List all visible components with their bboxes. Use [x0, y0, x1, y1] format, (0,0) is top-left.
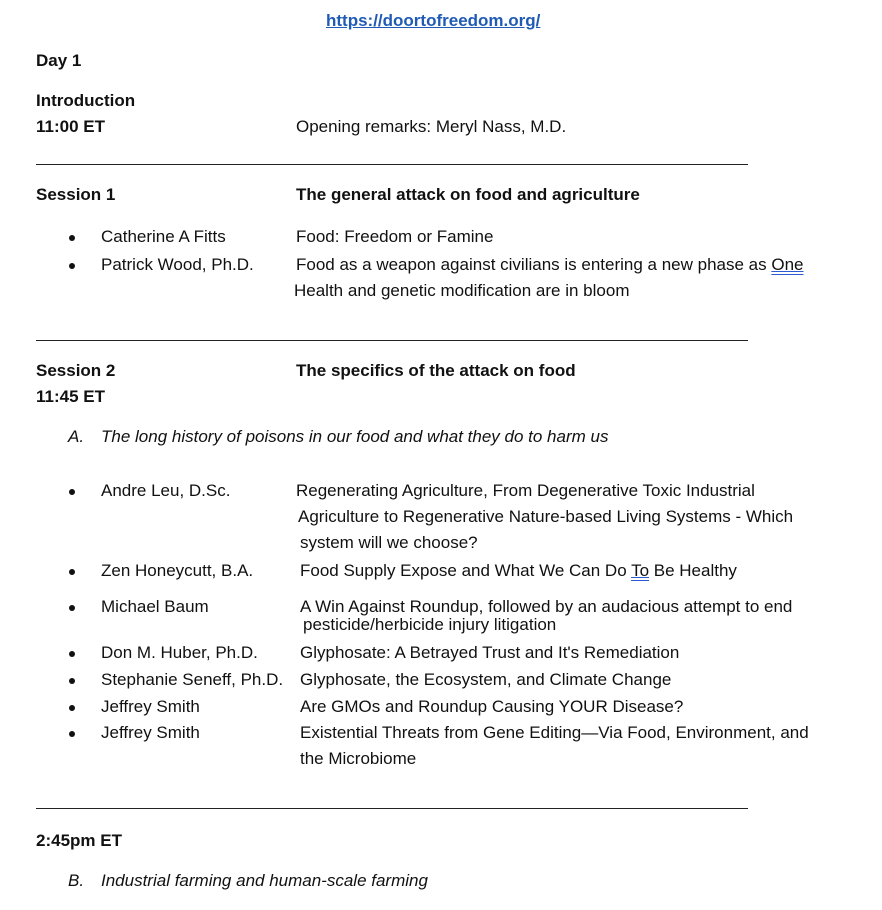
talk-title: Existential Threats from Gene Editing—Via Food, Environment, and — [300, 723, 809, 742]
session1-title: The general attack on food and agriculture — [296, 185, 640, 204]
speaker-name: Jeffrey Smith — [101, 723, 200, 742]
talk-title: A Win Against Roundup, followed by an audacious attempt to end — [300, 597, 793, 616]
speaker-name: Stephanie Seneff, Ph.D. — [101, 670, 284, 689]
speaker-name: Don M. Huber, Ph.D. — [101, 643, 258, 662]
subsection-title: The long history of poisons in our food and what they do to harm us — [101, 427, 609, 446]
spellcheck-word: To — [631, 561, 650, 580]
divider — [36, 340, 748, 341]
bullet-icon — [69, 235, 75, 241]
bullet-icon — [69, 731, 75, 737]
talk-title — [296, 254, 804, 276]
talk-title-text: Food Supply Expose and What We Can Do — [300, 561, 632, 580]
subsection-marker: A. — [68, 427, 85, 446]
talk-title: Are GMOs and Roundup Causing YOUR Disease? — [300, 697, 684, 716]
talk-title — [300, 560, 737, 582]
talk-title-cont: Agriculture to Regenerative Nature-based Living Systems - Which — [298, 507, 794, 526]
talk-title-cont: pesticide/herbicide injury litigation — [303, 615, 557, 634]
bullet-icon — [69, 705, 75, 711]
speaker-name: Michael Baum — [101, 597, 209, 616]
spellcheck-word: One — [771, 255, 804, 274]
session2-label: Session 2 — [36, 361, 116, 380]
talk-title-cont: the Microbiome — [300, 749, 417, 768]
intro-text: Opening remarks: Meryl Nass, M.D. — [296, 117, 567, 136]
talk-title-text: Food as a weapon against civilians is entering a new phase as — [296, 255, 772, 274]
talk-title: Food: Freedom or Famine — [296, 227, 494, 246]
intro-time: 11:00 ET — [36, 117, 105, 136]
subsection-marker: B. — [68, 871, 85, 890]
session2-time: 11:45 ET — [36, 387, 105, 406]
talk-title-cont: system will we choose? — [300, 533, 478, 552]
subsection-title: Industrial farming and human-scale farming — [101, 871, 428, 890]
speaker-name: Andre Leu, D.Sc. — [101, 481, 231, 500]
bullet-icon — [69, 569, 75, 575]
bullet-icon — [69, 678, 75, 684]
bullet-icon — [69, 605, 75, 611]
intro-label: Introduction — [36, 91, 136, 110]
talk-title-text: Be Healthy — [649, 561, 737, 580]
day-heading: Day 1 — [36, 51, 82, 70]
talk-title: Glyphosate: A Betrayed Trust and It's Remediation — [300, 643, 680, 662]
speaker-name: Catherine A Fitts — [101, 227, 226, 246]
speaker-name: Zen Honeycutt, B.A. — [101, 561, 254, 580]
bullet-icon — [69, 263, 75, 269]
website-link[interactable]: https://doortofreedom.org/ — [326, 11, 541, 30]
session1-label: Session 1 — [36, 185, 116, 204]
speaker-name: Patrick Wood, Ph.D. — [101, 255, 254, 274]
speaker-name: Jeffrey Smith — [101, 697, 200, 716]
divider — [36, 808, 748, 809]
divider — [36, 164, 748, 165]
bullet-icon — [69, 489, 75, 495]
afternoon-time: 2:45pm ET — [36, 831, 122, 850]
talk-title: Glyphosate, the Ecosystem, and Climate Change — [300, 670, 672, 689]
talk-title-cont: Health and genetic modification are in bloom — [294, 281, 630, 300]
session2-title: The specifics of the attack on food — [296, 361, 576, 380]
bullet-icon — [69, 651, 75, 657]
talk-title: Regenerating Agriculture, From Degenerative Toxic Industrial — [296, 481, 755, 500]
